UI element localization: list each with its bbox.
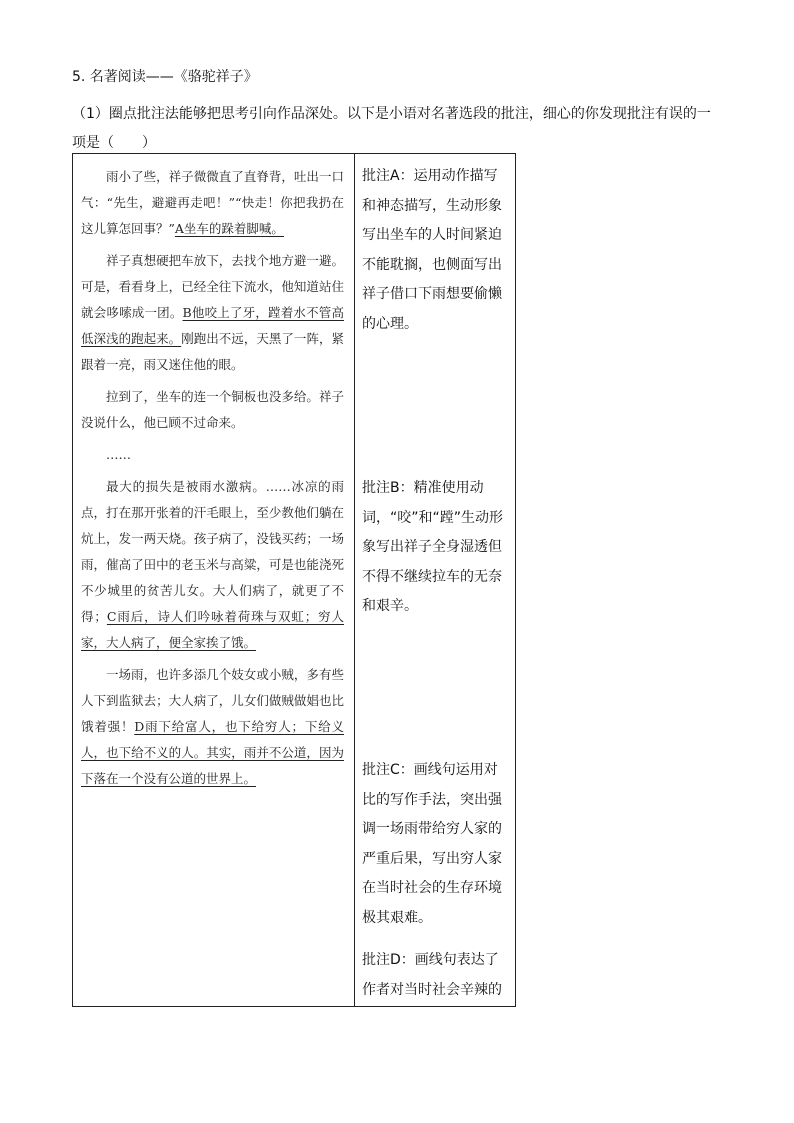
passage-paragraph-1 (81, 164, 344, 242)
passage-p2-text: 祥子真想硬把车放下，去找个地方避一避。可是，看看身上，已经全往下流水，他知道站住就会哆嗦成一团。 (81, 253, 344, 320)
passage-column (81, 164, 344, 798)
passage-p4-text: 最大的损失是被雨水激病。……冰凉的雨点，打在那开张着的汗毛眼上，至少教他们躺在炕上，发一两天烧。孩子病了，没钱买药；一场雨，催高了田中的老玉米与高粱，可是也能浇死不少城里的贫苦儿女。大人们病了，就更了不得； (81, 479, 344, 624)
annotation-a: 批注A：运用动作描写和神态描写，生动形象写出坐车的人时间紧迫不能耽搁，也侧面写出祥子借口下雨想要偷懒的心理。 (362, 168, 502, 332)
annotation-d: 批注D：画线句表达了作者对当时社会辛辣的 (362, 952, 502, 998)
passage-ellipsis: …… (106, 447, 131, 462)
passage-paragraph-3: 拉到了，坐车的连一个铜板也没多给。祥子没说什么，他已顾不过命来。 (81, 389, 344, 430)
passage-paragraph-5 (81, 662, 344, 792)
passage-p1-text: 雨小了些，祥子微微直了直脊背，吐出一口气：“先生，避避再走吧！”“快走！你把我扔在这儿算怎回事？” (81, 169, 344, 236)
underlined-sentence-c: C雨后，诗人们吟咏着荷珠与双虹；穷人家，大人病了，便全家挨了饿。 (81, 609, 344, 650)
underlined-sentence-a: A坐车的跺着脚喊。 (174, 221, 284, 236)
passage-p2-rest: 刚跑出不远，天黑了一阵，紧跟着一亮，雨又迷住他的眼。 (81, 331, 344, 372)
underlined-sentence-d: D雨下给富人，也下给穷人；下给义人，也下给不义的人。其实，雨并不公道，因为下落在一个没有公道的世界上。 (81, 719, 344, 786)
column-divider (354, 154, 355, 1006)
question-intro: （1）圈点批注法能够把思考引向作品深处。以下是小语对名著选段的批注，细心的你发现批注有误的一项是（ ） (72, 106, 711, 151)
question-title: 5. 名著阅读——《骆驼祥子》 (72, 69, 258, 85)
passage-paragraph-4 (81, 474, 344, 656)
passage-paragraph-2 (81, 248, 344, 378)
annotation-b: 批注B：精准使用动词，“咬”和“蹚”生动形象写出祥子全身湿透但不得不继续拉车的无奈和艰辛。 (362, 480, 504, 614)
annotation-table (72, 153, 516, 1007)
passage-p5-text: 一场雨，也许多添几个妓女或小贼，多有些人下到监狱去；大人病了，儿女们做贼做娼也比饿着强！ (81, 667, 344, 734)
underlined-sentence-b: B他咬上了牙，蹚着水不管高低深浅的跑起来。 (81, 305, 344, 346)
annotation-c: 批注C：画线句运用对比的写作手法，突出强调一场雨带给穷人家的严重后果，写出穷人家在当时社会的生存环境极其艰难。 (362, 762, 502, 926)
